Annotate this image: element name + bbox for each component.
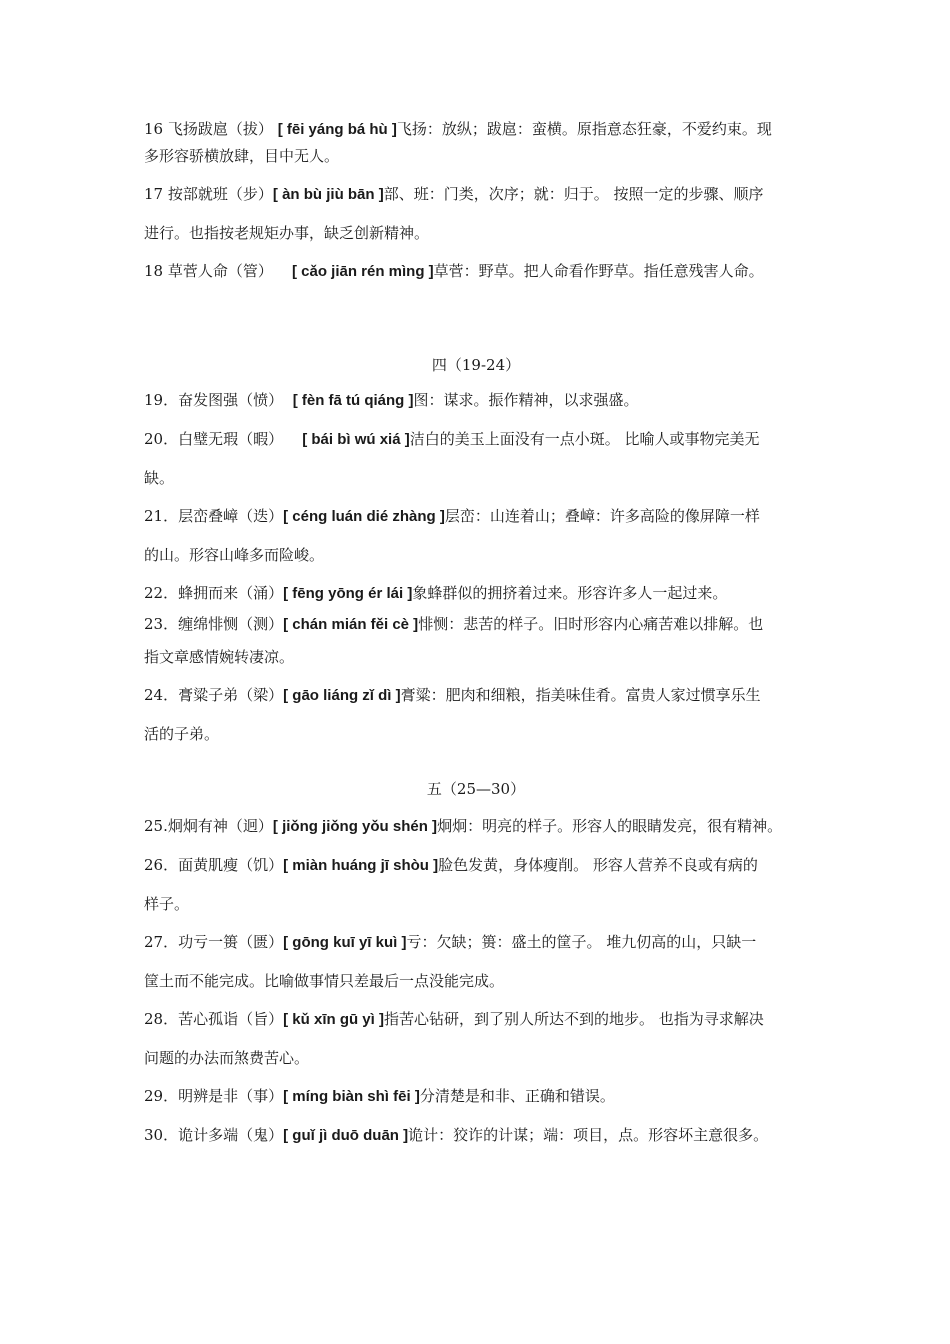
pinyin: [ fēng yōng ér lái ] [283, 585, 413, 602]
entry-number: 20 [144, 430, 164, 448]
entry-number: 18 [144, 262, 164, 280]
confusable-char: （管） [227, 262, 273, 280]
entry-separator: ． [163, 1087, 179, 1105]
definition: 诡计：狡诈的计谋；端：项目，点。形容坏主意很多。 [408, 1126, 769, 1144]
pinyin: [ jiǒng jiǒng yǒu shén ] [272, 818, 438, 835]
confusable-char: （愤） [238, 391, 284, 409]
definition: 分清楚是和非、正确和错误。 [419, 1087, 615, 1105]
entry-line-1 [144, 258, 808, 285]
idiom-entry [144, 426, 808, 491]
entry-line-2: 活的子弟。 [144, 725, 220, 743]
entry-number: 30 [144, 1126, 164, 1144]
idiom-text: 奋发图强 [178, 391, 239, 409]
idiom-text: 草菅人命 [167, 262, 228, 280]
idiom-entry [144, 611, 808, 670]
definition: 部、班：门类，次序；就：归于。 按照一定的步骤、顺序 [383, 185, 764, 203]
idiom-text: 蜂拥而来 [178, 584, 239, 602]
pinyin: [ guǐ jì duō duān ] [283, 1127, 409, 1144]
pinyin: [ gāo liáng zǐ dì ] [283, 687, 401, 704]
idiom-text: 面黄肌瘦 [178, 856, 239, 874]
pinyin: [ àn bù jiù bān ] [272, 186, 384, 203]
entry-number: 19 [144, 391, 164, 409]
entry-number: 25 [144, 817, 164, 835]
definition: 膏粱：肥肉和细粮，指美味佳肴。富贵人家过惯享乐生 [400, 686, 761, 704]
entry-separator: ． [163, 615, 179, 633]
definition: 飞扬：放纵；跋扈：蛮横。原指意态狂豪，不爱约束。现 [396, 120, 772, 138]
idiom-entry [144, 387, 808, 414]
idiom-text: 膏粱子弟 [178, 686, 239, 704]
idiom-entry [144, 1083, 808, 1110]
entry-separator: ． [163, 391, 179, 409]
pinyin: [ chán mián fěi cè ] [283, 616, 419, 633]
section-heading-4: 四（19-24） [431, 356, 521, 374]
pinyin: [ miàn huáng jī shòu ] [283, 857, 439, 874]
idiom-entry [144, 929, 808, 994]
pinyin: [ bái bì wú xiá ] [302, 431, 410, 448]
pinyin: [ céng luán dié zhàng ] [283, 508, 445, 525]
idiom-text: 苦心孤诣 [178, 1010, 239, 1028]
entry-line-1 [144, 1083, 808, 1110]
entry-line-2: 的山。形容山峰多而险峻。 [144, 546, 325, 564]
entry-separator: . [163, 817, 168, 835]
entry-number: 28 [144, 1010, 164, 1028]
idiom-text: 层峦叠嶂 [178, 507, 239, 525]
confusable-char: （迭） [238, 507, 284, 525]
idiom-entry [144, 116, 808, 169]
pinyin: [ fēi yáng bá hù ] [277, 121, 397, 138]
definition: 指苦心钻研，到了别人所达不到的地步。 也指为寻求解决 [383, 1010, 764, 1028]
entry-line-1 [144, 116, 808, 143]
entry-line-2: 多形容骄横放肆，目中无人。 [144, 147, 340, 165]
idiom-entry [144, 258, 808, 285]
definition: 层峦：山连着山；叠嶂：许多高险的像屏障一样 [444, 507, 760, 525]
entry-line-2: 缺。 [144, 469, 175, 487]
entry-line-1 [144, 611, 808, 638]
idiom-text: 炯炯有神 [167, 817, 228, 835]
confusable-char: （事） [238, 1087, 284, 1105]
definition: 亏：欠缺；篑：盛土的筐子。 堆九仞高的山，只缺一 [406, 933, 757, 951]
entry-line-1 [144, 813, 808, 840]
document-content [144, 116, 808, 1149]
definition: 象蜂群似的拥挤着过来。形容许多人一起过来。 [412, 584, 728, 602]
confusable-char: （梁） [238, 686, 284, 704]
definition: 炯炯：明亮的样子。形容人的眼睛发亮，很有精神。 [437, 817, 783, 835]
entry-number: 23 [144, 615, 164, 633]
entry-number: 26 [144, 856, 164, 874]
idiom-entry [144, 580, 808, 607]
entry-separator: ． [163, 856, 179, 874]
idiom-text: 飞扬跋扈 [167, 120, 228, 138]
confusable-char: （步） [227, 185, 273, 203]
entry-line-1 [144, 387, 808, 414]
pinyin: [ gōng kuī yī kuì ] [283, 934, 407, 951]
idiom-entry [144, 1006, 808, 1071]
entry-line-2: 指文章感情婉转凄凉。 [144, 648, 295, 666]
idiom-entry [144, 813, 808, 840]
entry-number: 24 [144, 686, 164, 704]
idiom-entry [144, 1122, 808, 1149]
definition: 洁白的美玉上面没有一点小斑。 比喻人或事物完美无 [409, 430, 760, 448]
entry-line-1 [144, 682, 808, 709]
entry-line-1 [144, 1122, 808, 1149]
confusable-char: （拔） [227, 120, 273, 138]
entry-line-1 [144, 1006, 808, 1033]
definition: 图：谋求。振作精神，以求强盛。 [413, 391, 639, 409]
entry-line-1 [144, 580, 808, 607]
confusable-char: （涌） [238, 584, 284, 602]
confusable-char: （匮） [238, 933, 284, 951]
definition: 草菅：野草。把人命看作野草。指任意残害人命。 [433, 262, 764, 280]
entry-line-2: 问题的办法而煞费苦心。 [144, 1049, 310, 1067]
idiom-text: 缠绵悱恻 [178, 615, 239, 633]
idiom-text: 功亏一篑 [178, 933, 239, 951]
entry-number: 21 [144, 507, 164, 525]
confusable-char: （饥） [238, 856, 284, 874]
idiom-entry [144, 682, 808, 747]
entry-separator: ． [163, 430, 179, 448]
entry-number: 27 [144, 933, 164, 951]
entry-separator: ． [163, 1010, 179, 1028]
entry-line-1 [144, 929, 808, 956]
idiom-entry [144, 852, 808, 917]
confusable-char: （测） [238, 615, 284, 633]
entry-line-1 [144, 852, 808, 879]
entry-number: 29 [144, 1087, 164, 1105]
idiom-entry [144, 181, 808, 246]
confusable-char: （暇） [238, 430, 284, 448]
idiom-entry [144, 503, 808, 568]
entry-line-1 [144, 426, 808, 453]
definition: 脸色发黄，身体瘦削。 形容人营养不良或有病的 [438, 856, 758, 874]
definition: 悱恻：悲苦的样子。旧时形容内心痛苦难以排解。也 [418, 615, 764, 633]
confusable-char: （旨） [238, 1010, 284, 1028]
entry-line-1 [144, 503, 808, 530]
pinyin: [ cǎo jiān rén mìng ] [291, 263, 434, 280]
entry-line-1 [144, 181, 808, 208]
entry-separator: ． [163, 584, 179, 602]
entry-separator: ． [163, 1126, 179, 1144]
idiom-text: 诡计多端 [178, 1126, 239, 1144]
pinyin: [ fèn fā tú qiáng ] [292, 392, 414, 409]
idiom-text: 白璧无瑕 [178, 430, 239, 448]
entry-line-2: 筐土而不能完成。比喻做事情只差最后一点没能完成。 [144, 972, 505, 990]
entry-separator: ． [163, 507, 179, 525]
pinyin: [ kǔ xīn gū yì ] [283, 1011, 384, 1028]
idiom-text: 明辨是非 [178, 1087, 239, 1105]
section-heading-5: 五（25—30） [426, 780, 526, 798]
idiom-text: 按部就班 [167, 185, 228, 203]
pinyin: [ míng biàn shì fēi ] [283, 1088, 420, 1105]
entry-separator: ． [163, 933, 179, 951]
entry-line-2: 样子。 [144, 895, 190, 913]
confusable-char: （鬼） [238, 1126, 284, 1144]
entry-number: 17 [144, 185, 164, 203]
confusable-char: （迥） [227, 817, 273, 835]
entry-line-2: 进行。也指按老规矩办事，缺乏创新精神。 [144, 224, 430, 242]
entry-separator: ． [163, 686, 179, 704]
entry-number: 22 [144, 584, 164, 602]
entry-number: 16 [144, 120, 164, 138]
